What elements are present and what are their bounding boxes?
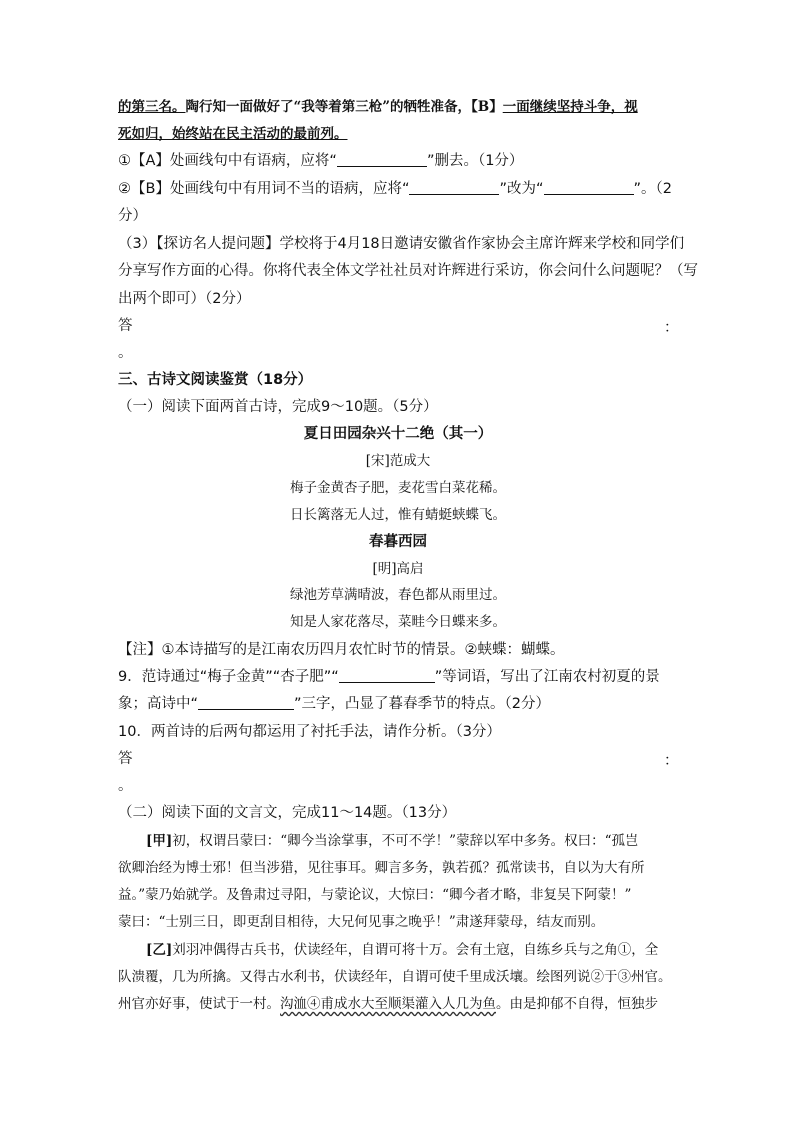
part-2-instruction: （二）阅读下面的文言文，完成11～14题。（13分） (118, 805, 457, 821)
answer-blank-9a[interactable] (339, 668, 435, 683)
poem-2-author: [明]高启 (372, 561, 424, 577)
answer-label-10: 答 (118, 751, 133, 767)
answer-end-10: 。 (118, 778, 133, 794)
passage-a-line-2: 欲卿治经为博士邪！但当涉猎，见往事耳。卿言多务，孰若孤？孤常读书，自以为大有所 (118, 860, 645, 876)
poem-2-line-2: 知是人家花落尽，菜畦今日蝶来多。 (290, 614, 506, 630)
passage-a-line-3: 益。”蒙乃始就学。及鲁肃过寻阳，与蒙论议，大惊曰：“卿今者才略，非复吴下阿蒙！” (118, 887, 632, 903)
poem-2-title: 春暮西园 (369, 534, 427, 550)
poem-2-line-1: 绿池芳草满晴波，春色都从雨里过。 (290, 587, 506, 603)
answer-blank-b2[interactable] (544, 180, 634, 195)
question-3-line-3: 出两个即可）（2分） (118, 291, 251, 307)
question-b: ②【B】处画线句中有用词不当的语病，应将“ ”改为“ ”。（2 (118, 181, 672, 197)
question-9-line-2: 象；高诗中“ ”三字，凸显了暮春季节的特点。（2分） (118, 696, 551, 712)
question-9-line-1: 9．范诗通过“梅子金黄”“杏子肥”“ ”等词语，写出了江南农村初夏的景 (118, 669, 660, 685)
answer-blank-9b[interactable] (198, 695, 294, 710)
passage-a-tag: [甲] (146, 833, 173, 849)
poem-1-title: 夏日田园杂兴十二绝（其一） (303, 426, 493, 442)
poem-1-author: [宋]范成大 (365, 453, 431, 469)
answer-blank-a[interactable] (337, 152, 427, 167)
poem-1-line-1: 梅子金黄杏子肥，麦花雪白菜花稀。 (290, 480, 506, 496)
question-3-line-2: 分享写作方面的心得。你将代表全体文学社社员对许辉进行采访，你会问什么问题呢？（写 (118, 263, 698, 279)
passage-line-2: 死如归，始终站在民主活动的最前列。 (118, 126, 348, 142)
passage-line-1: 的第三名。陶行知一面做好了“我等着第三枪”的牺牲准备，【B】一面继续坚持斗争，视 (118, 99, 638, 115)
poem-1-line-2: 日长篱落无人过，惟有蜻蜓蛱蝶飞。 (290, 507, 506, 523)
answer-end-3: 。 (118, 345, 133, 361)
answer-colon-10: ： (664, 753, 679, 769)
passage-b-line-1: [乙]刘羽冲偶得古兵书，伏读经年，自谓可将十万。会有土寇，自练乡兵与之角①，全 (146, 942, 659, 958)
passage-b-line-2: 队溃覆，几为所擒。又得古水利书，伏读经年，自谓可使千里成沃壤。绘图列说②于③州官。 (118, 969, 672, 985)
question-10: 10．两首诗的后两句都运用了衬托手法，请作分析。（3分） (118, 724, 501, 740)
passage-b-tag: [乙] (146, 942, 173, 958)
passage-a-line-1: [甲]初，权谓吕蒙曰：“卿今当涂掌事，不可不学！”蒙辞以军中多务。权曰：“孤岂 (146, 833, 639, 849)
question-b-cont: 分） (118, 208, 147, 224)
poem-note: 【注】①本诗描写的是江南农历四月农忙时节的情景。②蛱蝶：蝴蝶。 (118, 642, 565, 658)
question-a: ①【A】处画线句中有语病，应将“ ”删去。（1分） (118, 153, 524, 169)
section-title: 三、古诗文阅读鉴赏（18分） (118, 372, 313, 388)
answer-blank-b1[interactable] (409, 180, 499, 195)
passage-a-line-4: 蒙曰：“士别三日，即更刮目相待，大兄何见事之晚乎！”肃遂拜蒙母，结友而别。 (118, 914, 605, 930)
answer-colon-3: ： (664, 320, 679, 336)
question-3-line-1: （3）【探访名人提问题】学校将于4月18日邀请安徽省作家协会主席许辉来学校和同学们 (118, 236, 685, 252)
answer-label-3: 答 (118, 318, 133, 334)
wavy-underlined-sentence: 沟洫④甫成水大至顺渠灌入人几为鱼 (280, 996, 496, 1012)
passage-b-line-3: 州官亦好事，使试于一村。沟洫④甫成水大至顺渠灌入人几为鱼。由是抑郁不自得，恒独步 (118, 996, 658, 1012)
part-1-instruction: （一）阅读下面两首古诗，完成9～10题。（5分） (118, 399, 438, 415)
